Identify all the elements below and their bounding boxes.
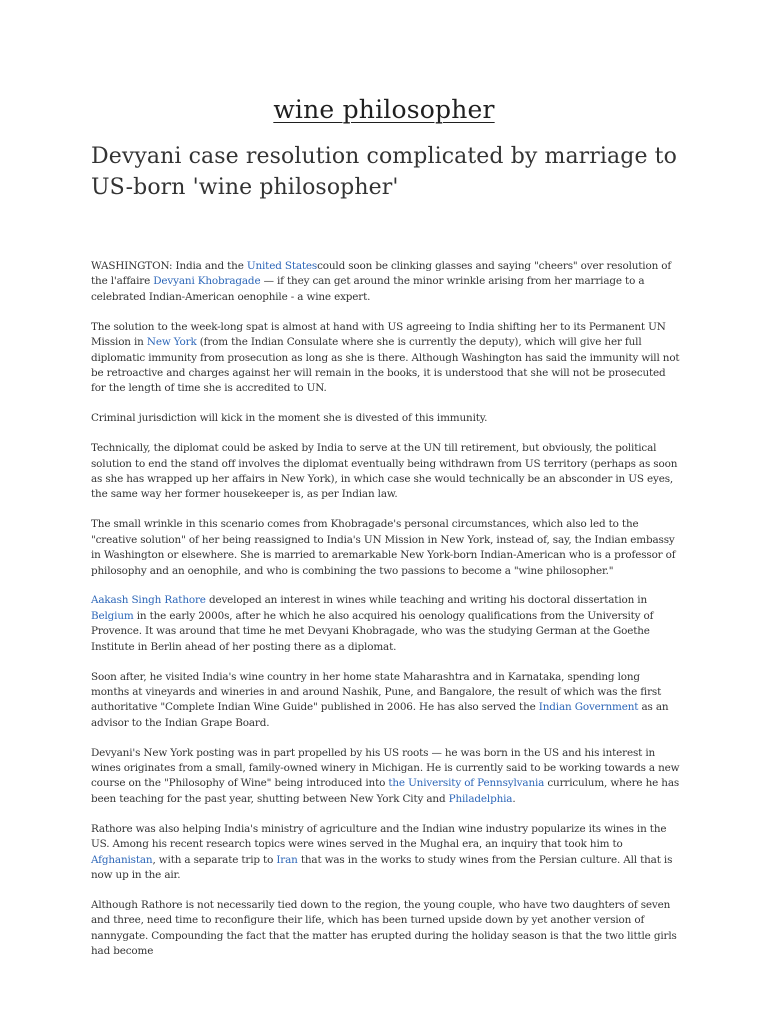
paragraph-text: (from the Indian Consulate where she is currently the deputy), which will give her full diplomatic immunity from prosecution as long as she is there. Although Washington has said the immunity will not be retroactive and charges against her will remain in the books, it is understood that she will not be prosecuted for the length of time she is accredited to UN. — [91, 336, 680, 395]
paragraph-text: , with a separate trip to — [152, 853, 277, 866]
article-paragraph — [91, 593, 681, 655]
paragraph-text: Although Rathore is not necessarily tied down to the region, the young couple, who have two daughters of seven and three, need time to reconfigure their life, which has been turned upside down by yet another version of nannygate. Compounding the fact that the matter has erupted during the holiday season is that the two little girls had become — [91, 898, 677, 958]
article-paragraph — [91, 898, 681, 960]
paragraph-text: that was in the works to study wines from the Persian culture. All that is now up in the air. — [91, 853, 673, 881]
paragraph-text: Soon after, he visited India's wine country in her home state Maharashtra and in Karnataka, spending long months at vineyards and wineries in and around Nashik, Pune, and Bangalore, the result of which was the first authoritative "Complete Indian Wine Guide" published in 2006. He has also served the — [91, 670, 662, 714]
paragraph-text: could soon be clinking glasses and saying "cheers" over resolution of the l'affaire — [91, 260, 672, 288]
inline-link[interactable]: Aakash Singh Rathore — [91, 594, 206, 607]
article-paragraph — [91, 441, 681, 503]
article-paragraph — [91, 670, 681, 732]
page-title: wine philosopher — [273, 95, 495, 124]
inline-link[interactable]: New York — [146, 336, 197, 349]
inline-link[interactable]: Devyani Khobragade — [153, 275, 261, 288]
paragraph-text: in the early 2000s, after he which he also acquired his oenology qualifications from the University of Provence. It was around that time he met Devyani Khobragade, who was the studying German at the Goethe Institute in Berlin ahead of her posting there as a diplomat. — [91, 609, 654, 653]
paragraph-text: curriculum, where he has been teaching for the past year, shutting between New York City and — [91, 777, 680, 805]
article-paragraph — [91, 411, 681, 426]
inline-link[interactable]: Philadelphia — [448, 792, 513, 805]
article-paragraph — [91, 822, 681, 884]
article-paragraph — [91, 320, 681, 397]
article-body — [91, 259, 681, 974]
article-paragraph — [91, 746, 681, 808]
article-headline: Devyani case resolution complicated by marriage to US-born 'wine philosopher' — [91, 144, 677, 200]
inline-link[interactable]: Afghanistan — [91, 853, 153, 866]
inline-link[interactable]: the University of Pennsylvania — [388, 777, 545, 790]
inline-link[interactable]: Indian Government — [538, 701, 639, 714]
paragraph-text: Criminal jurisdiction will kick in the moment she is divested of this immunity. — [91, 412, 488, 425]
paragraph-text: Technically, the diplomat could be asked by India to serve at the UN till retirement, but obviously, the political solution to end the stand off involves the diplomat eventually being withdrawn from US territory (perhaps as soon as she has wrapped up her affairs in New York), in which case she would technically be an absconder in US eyes, the same way her former housekeeper is, as per Indian law. — [91, 442, 678, 501]
paragraph-text: as an advisor to the Indian Grape Board. — [91, 701, 669, 729]
paragraph-text: — if they can get around the minor wrinkle arising from her marriage to a celebrated Indian-American oenophile - a wine expert. — [91, 275, 645, 303]
inline-link[interactable]: Belgium — [91, 609, 134, 622]
paragraph-text: Devyani's New York posting was in part propelled by his US roots — he was born in the US and his interest in wines originates from a small, family-owned winery in Michigan. He is currently said to be working towards a new course on the "Philosophy of Wine" being introduced into — [91, 746, 680, 790]
inline-link[interactable]: Iran — [276, 853, 298, 866]
article-paragraph — [91, 259, 681, 305]
paragraph-text: developed an interest in wines while teaching and writing his doctoral dissertation in — [205, 594, 648, 607]
paragraph-text: The small wrinkle in this scenario comes from Khobragade's personal circumstances, which also led to the "creative solution" of her being reassigned to India's UN Mission in New York, instead of, say, the Indian embassy in Washington or elsewhere. She is married to aremarkable New York-born Indian-American who is a professor of philosophy and an oenophile, and who is combining the two passions to become a "wine philosopher." — [91, 518, 676, 577]
paragraph-text: Rathore was also helping India's ministry of agriculture and the Indian wine industry popularize its wines in the US. Among his recent research topics were wines served in the Mughal era, an inquiry that took him to — [91, 822, 667, 851]
paragraph-text: . — [512, 792, 516, 805]
inline-link[interactable]: United States — [246, 260, 318, 272]
article-paragraph — [91, 517, 681, 579]
paragraph-text: WASHINGTON: India and the — [91, 260, 247, 272]
paragraph-text: The solution to the week-long spat is almost at hand with US agreeing to India shifting her to its Permanent UN Mission in — [91, 320, 666, 349]
